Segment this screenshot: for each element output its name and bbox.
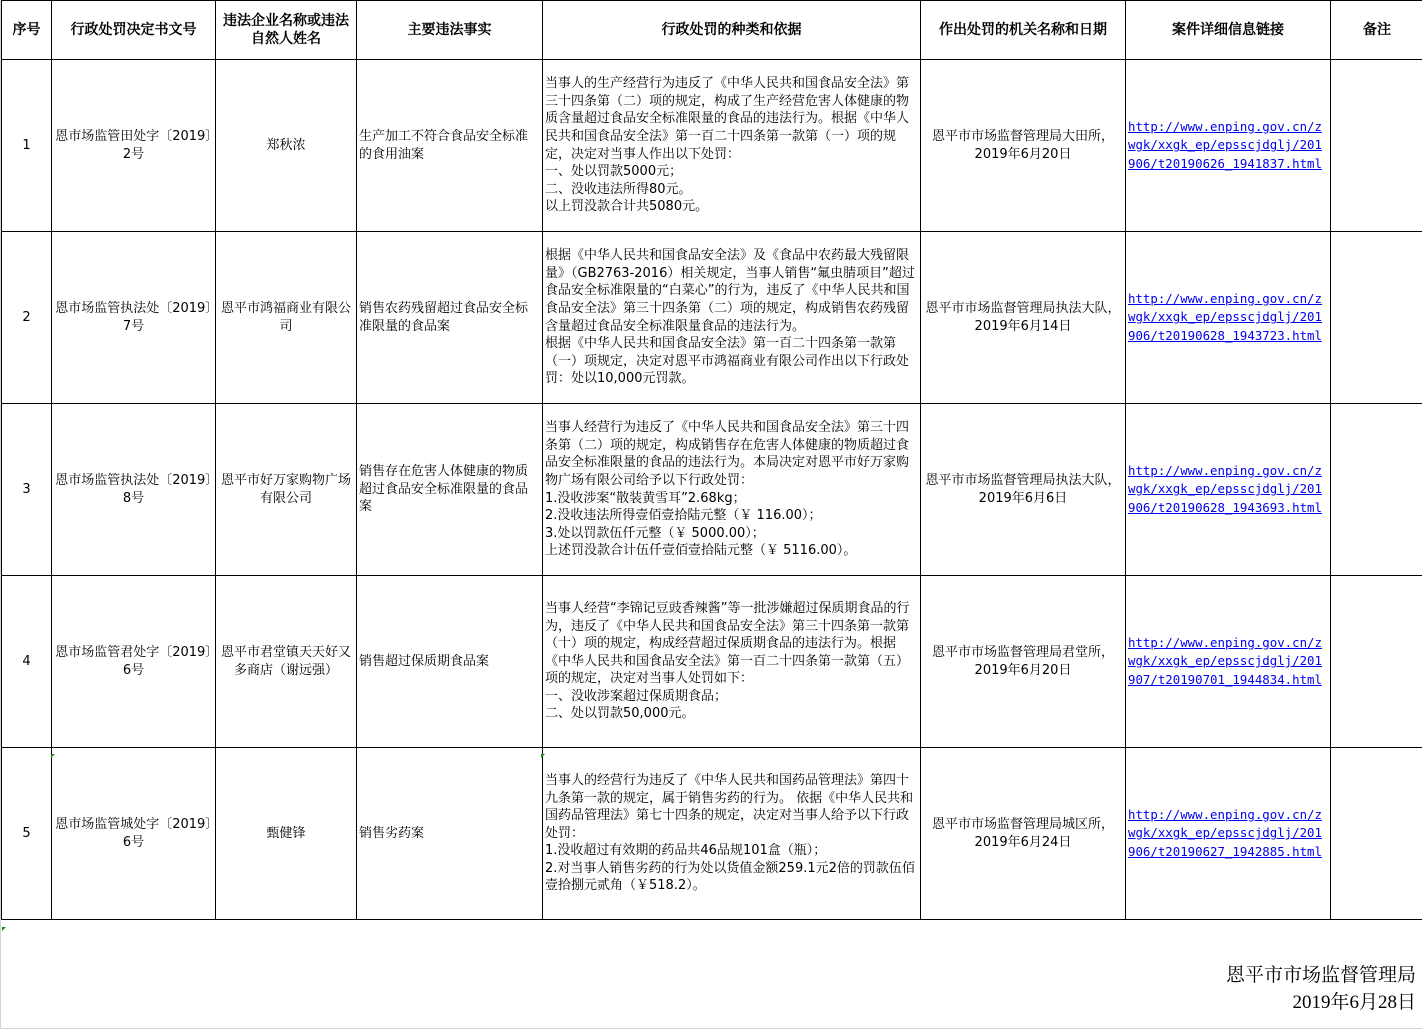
cell-remark — [1331, 748, 1422, 920]
cell-decision-no: 恩市场监管城处字〔2019〕6号 — [52, 748, 216, 920]
cell-decision-no: 恩市场监管执法处〔2019〕7号 — [52, 232, 216, 404]
table-row — [2, 232, 1422, 404]
cell-index: 4 — [2, 576, 52, 748]
header-basis: 行政处罚的种类和依据 — [543, 1, 921, 60]
cell-authority: 恩平市市场监督管理局城区所，2019年6月24日 — [921, 748, 1126, 920]
table-row — [2, 404, 1422, 576]
cell-basis: 当事人的生产经营行为违反了《中华人民共和国食品安全法》第三十四条第（二）项的规定，构成了生产经营危害人体健康的物质含量超过食品安全标准限量的食品的违法行为。根据《中华人民共和国食品安全法》第一百二十四条第一款第（一）项的规定，决定对当事人作出以下处罚： 一、处以罚款5000元； 二、没收违法所得80元。 以上罚没款合计共5080元。 — [543, 60, 921, 232]
header-decision-no: 行政处罚决定书文号 — [52, 1, 216, 60]
cell-basis: 当事人经营“李锦记豆豉香辣酱”等一批涉嫌超过保质期食品的行为，违反了《中华人民共和国食品安全法》第三十四条第一款第（十）项的规定，构成经营超过保质期食品的违法行为。根据《中华人民共和国食品安全法》第一百二十四条第一款第（五）项的规定，决定对当事人处罚如下： 一、没收涉案超过保质期食品； 二、处以罚款50,000元。 — [543, 576, 921, 748]
issuer-name: 恩平市市场监督管理局 — [1225, 965, 1416, 986]
cell-authority: 恩平市市场监督管理局执法大队，2019年6月14日 — [921, 232, 1126, 404]
table-row — [2, 60, 1422, 232]
cell-decision-no: 恩市场监管君处字〔2019〕6号 — [52, 576, 216, 748]
cell-facts: 销售农药残留超过食品安全标准限量的食品案 — [357, 232, 543, 404]
cell-index: 3 — [2, 404, 52, 576]
cell-authority: 恩平市市场监督管理局执法大队，2019年6月6日 — [921, 404, 1126, 576]
cell-decision-no: 恩市场监管执法处〔2019〕8号 — [52, 404, 216, 576]
cell-index: 5 — [2, 748, 52, 920]
cell-facts: 销售超过保质期食品案 — [357, 576, 543, 748]
cell-facts: 销售劣药案 — [357, 748, 543, 920]
header-authority: 作出处罚的机关名称和日期 — [921, 1, 1126, 60]
table-row — [2, 576, 1422, 748]
cell-facts: 销售存在危害人体健康的物质超过食品安全标准限量的食品案 — [357, 404, 543, 576]
penalty-table — [1, 0, 1422, 920]
comment-marker-icon — [51, 754, 55, 758]
cell-remark — [1331, 576, 1422, 748]
header-link: 案件详细信息链接 — [1126, 1, 1331, 60]
header-index: 序号 — [2, 1, 52, 60]
case-detail-link[interactable]: http://www.enping.gov.cn/zwgk/xxgk_ep/epsscjdglj/201907/t20190701_1944834.html — [1128, 634, 1322, 687]
cell-party: 甄健锋 — [216, 748, 357, 920]
comment-marker-icon — [2, 927, 6, 931]
header-facts: 主要违法事实 — [357, 1, 543, 60]
header-remark: 备注 — [1331, 1, 1422, 60]
cell-facts: 生产加工不符合食品安全标准的食用油案 — [357, 60, 543, 232]
table-row — [2, 748, 1422, 920]
case-detail-link[interactable]: http://www.enping.gov.cn/zwgk/xxgk_ep/epsscjdglj/201906/t20190626_1941837.html — [1128, 118, 1322, 171]
case-detail-link[interactable]: http://www.enping.gov.cn/zwgk/xxgk_ep/epsscjdglj/201906/t20190627_1942885.html — [1128, 806, 1322, 859]
cell-basis: 当事人的经营行为违反了《中华人民共和国药品管理法》第四十九条第一款的规定，属于销售劣药的行为。 依据《中华人民共和国药品管理法》第七十四条的规定，决定对当事人给予以下行政处罚： 1.没收超过有效期的药品共46品规101盒（瓶）； 2.对当事人销售劣药的行为处以货值金额259.1元2倍的罚款伍佰壹拾捌元贰角（￥518.2）。 — [543, 748, 921, 920]
cell-authority: 恩平市市场监督管理局君堂所，2019年6月20日 — [921, 576, 1126, 748]
cell-basis: 当事人经营行为违反了《中华人民共和国食品安全法》第三十四条第（二）项的规定，构成销售存在危害人体健康的物质超过食品安全标准限量的食品的违法行为。本局决定对恩平市好万家购物广场有限公司给予以下行政处罚： 1.没收涉案“散装黄雪耳”2.68kg； 2.没收违法所得壹佰壹拾陆元整（￥ 116.00）； 3.处以罚款伍仟元整（￥ 5000.00）； 上述罚没款合计伍仟壹佰壹拾陆元整（￥ 5116.00）。 — [543, 404, 921, 576]
issue-date: 2019年6月28日 — [1292, 992, 1416, 1013]
cell-remark — [1331, 60, 1422, 232]
cell-remark — [1331, 404, 1422, 576]
comment-marker-icon — [541, 754, 545, 758]
document-footer — [1226, 962, 1416, 1016]
cell-party: 恩平市鸿福商业有限公司 — [216, 232, 357, 404]
cell-party: 恩平市君堂镇天天好又多商店（谢远强） — [216, 576, 357, 748]
cell-index: 2 — [2, 232, 52, 404]
cell-index: 1 — [2, 60, 52, 232]
cell-basis: 根据《中华人民共和国食品安全法》及《食品中农药最大残留限量》（GB2763-2016）相关规定，当事人销售“氟虫腈项目”超过食品安全标准限量的“白菜心”的行为，违反了《中华人民共和国食品安全法》第三十四条第（二）项的规定，构成销售农药残留含量超过食品安全标准限量食品的违法行为。 根据《中华人民共和国食品安全法》第一百二十四条第一款第（一）项规定，决定对恩平市鸿福商业有限公司作出以下行政处罚：处以10,000元罚款。 — [543, 232, 921, 404]
case-detail-link[interactable]: http://www.enping.gov.cn/zwgk/xxgk_ep/epsscjdglj/201906/t20190628_1943723.html — [1128, 290, 1322, 343]
cell-remark — [1331, 232, 1422, 404]
cell-decision-no: 恩市场监管田处字〔2019〕2号 — [52, 60, 216, 232]
header-party: 违法企业名称或违法自然人姓名 — [216, 1, 357, 60]
cell-authority: 恩平市市场监督管理局大田所，2019年6月20日 — [921, 60, 1126, 232]
header-row — [2, 1, 1422, 60]
cell-party: 恩平市好万家购物广场有限公司 — [216, 404, 357, 576]
cell-party: 郑秋浓 — [216, 60, 357, 232]
case-detail-link[interactable]: http://www.enping.gov.cn/zwgk/xxgk_ep/epsscjdglj/201906/t20190628_1943693.html — [1128, 462, 1322, 515]
